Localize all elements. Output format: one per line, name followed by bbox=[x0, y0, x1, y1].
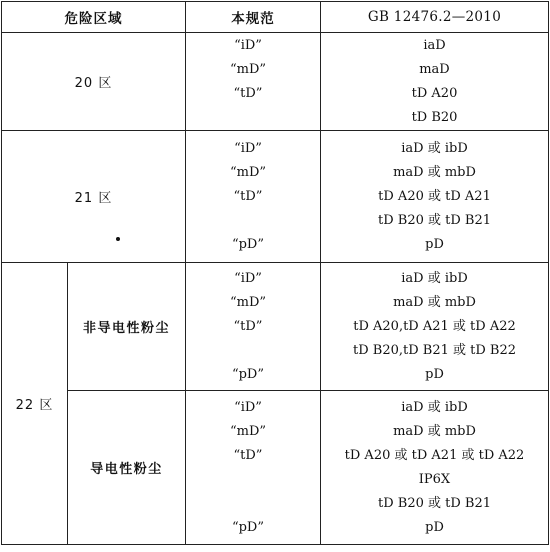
spec-value: “pD” bbox=[231, 236, 265, 252]
zone-21-label: 21 区 bbox=[74, 191, 113, 206]
gb-value: iaD 或 ibD bbox=[401, 140, 468, 156]
gb-value: tD B20 或 tD B21 bbox=[377, 495, 491, 511]
gb-value: tD A20 或 tD A21 或 tD A22 bbox=[344, 447, 525, 463]
zone-21-spec-cell bbox=[186, 131, 321, 263]
spec-value: “pD” bbox=[231, 366, 265, 382]
zone-21-cell bbox=[2, 131, 186, 263]
zone-22b-spec-cell bbox=[186, 391, 321, 545]
header-row bbox=[2, 2, 549, 33]
spec-value: “iD” bbox=[234, 399, 262, 415]
gb-value: maD bbox=[419, 61, 450, 77]
zone-20-cell bbox=[2, 33, 186, 131]
zone-22-cell bbox=[2, 263, 68, 545]
spec-value bbox=[186, 209, 320, 233]
gb-value: tD B20 bbox=[411, 109, 458, 125]
header-this-code: 本规范 bbox=[186, 2, 321, 33]
gb-value: pD bbox=[425, 366, 444, 382]
gb-value: tD B20,tD B21 或 tD B22 bbox=[352, 342, 517, 358]
gb-value: pD bbox=[425, 519, 444, 535]
scan-speck bbox=[116, 237, 120, 241]
zone-20-row bbox=[2, 33, 549, 131]
zone-22-conductive-row bbox=[2, 391, 549, 545]
zone-22b-gb-cell bbox=[321, 391, 549, 545]
zone-22-label: 22 区 bbox=[15, 398, 54, 413]
conductive-dust-label: 导电性粉尘 bbox=[90, 462, 163, 477]
spec-value: “mD” bbox=[229, 423, 267, 439]
spec-value bbox=[186, 468, 320, 492]
zone-20-label: 20 区 bbox=[74, 76, 113, 91]
gb-value: maD 或 mbD bbox=[393, 164, 476, 180]
spec-value: “iD” bbox=[234, 37, 262, 53]
zone-22a-spec-cell bbox=[186, 263, 321, 391]
spec-value: “tD” bbox=[233, 85, 263, 101]
gb-value: iaD 或 ibD bbox=[401, 399, 468, 415]
conductive-dust-cell bbox=[68, 391, 186, 545]
spec-value bbox=[186, 106, 320, 130]
gb-value: tD A20 bbox=[411, 85, 458, 101]
spec-value bbox=[186, 339, 320, 363]
gb-value: tD A20 或 tD A21 bbox=[378, 188, 491, 204]
gb-value: IP6X bbox=[418, 471, 451, 487]
spec-value: “tD” bbox=[233, 318, 263, 334]
spec-value: “iD” bbox=[234, 270, 262, 286]
spec-value: “mD” bbox=[229, 294, 267, 310]
equipment-protection-table bbox=[1, 1, 549, 545]
spec-value: “mD” bbox=[229, 61, 267, 77]
gb-value: pD bbox=[425, 236, 444, 252]
spec-value: “tD” bbox=[233, 447, 263, 463]
zone-22a-gb-cell bbox=[321, 263, 549, 391]
gb-value: tD B20 或 tD B21 bbox=[377, 212, 491, 228]
gb-value: tD A20,tD A21 或 tD A22 bbox=[353, 318, 516, 334]
spec-value: “iD” bbox=[234, 140, 262, 156]
zone-20-gb-cell bbox=[321, 33, 549, 131]
header-hazard-zone: 危险区域 bbox=[2, 2, 186, 33]
gb-value: maD 或 mbD bbox=[393, 423, 476, 439]
gb-value: maD 或 mbD bbox=[393, 294, 476, 310]
header-gb-standard: GB 12476.2—2010 bbox=[321, 2, 549, 33]
nonconductive-dust-label: 非导电性粉尘 bbox=[82, 321, 170, 336]
spec-value: “mD” bbox=[229, 164, 267, 180]
gb-value: iaD bbox=[423, 37, 446, 53]
spec-value: “pD” bbox=[231, 519, 265, 535]
nonconductive-dust-cell bbox=[68, 263, 186, 391]
zone-21-row bbox=[2, 131, 549, 263]
spec-value: “tD” bbox=[233, 188, 263, 204]
zone-22-nonconductive-row bbox=[2, 263, 549, 391]
zone-21-gb-cell bbox=[321, 131, 549, 263]
zone-20-spec-cell bbox=[186, 33, 321, 131]
gb-value: iaD 或 ibD bbox=[401, 270, 468, 286]
spec-value bbox=[186, 492, 320, 516]
